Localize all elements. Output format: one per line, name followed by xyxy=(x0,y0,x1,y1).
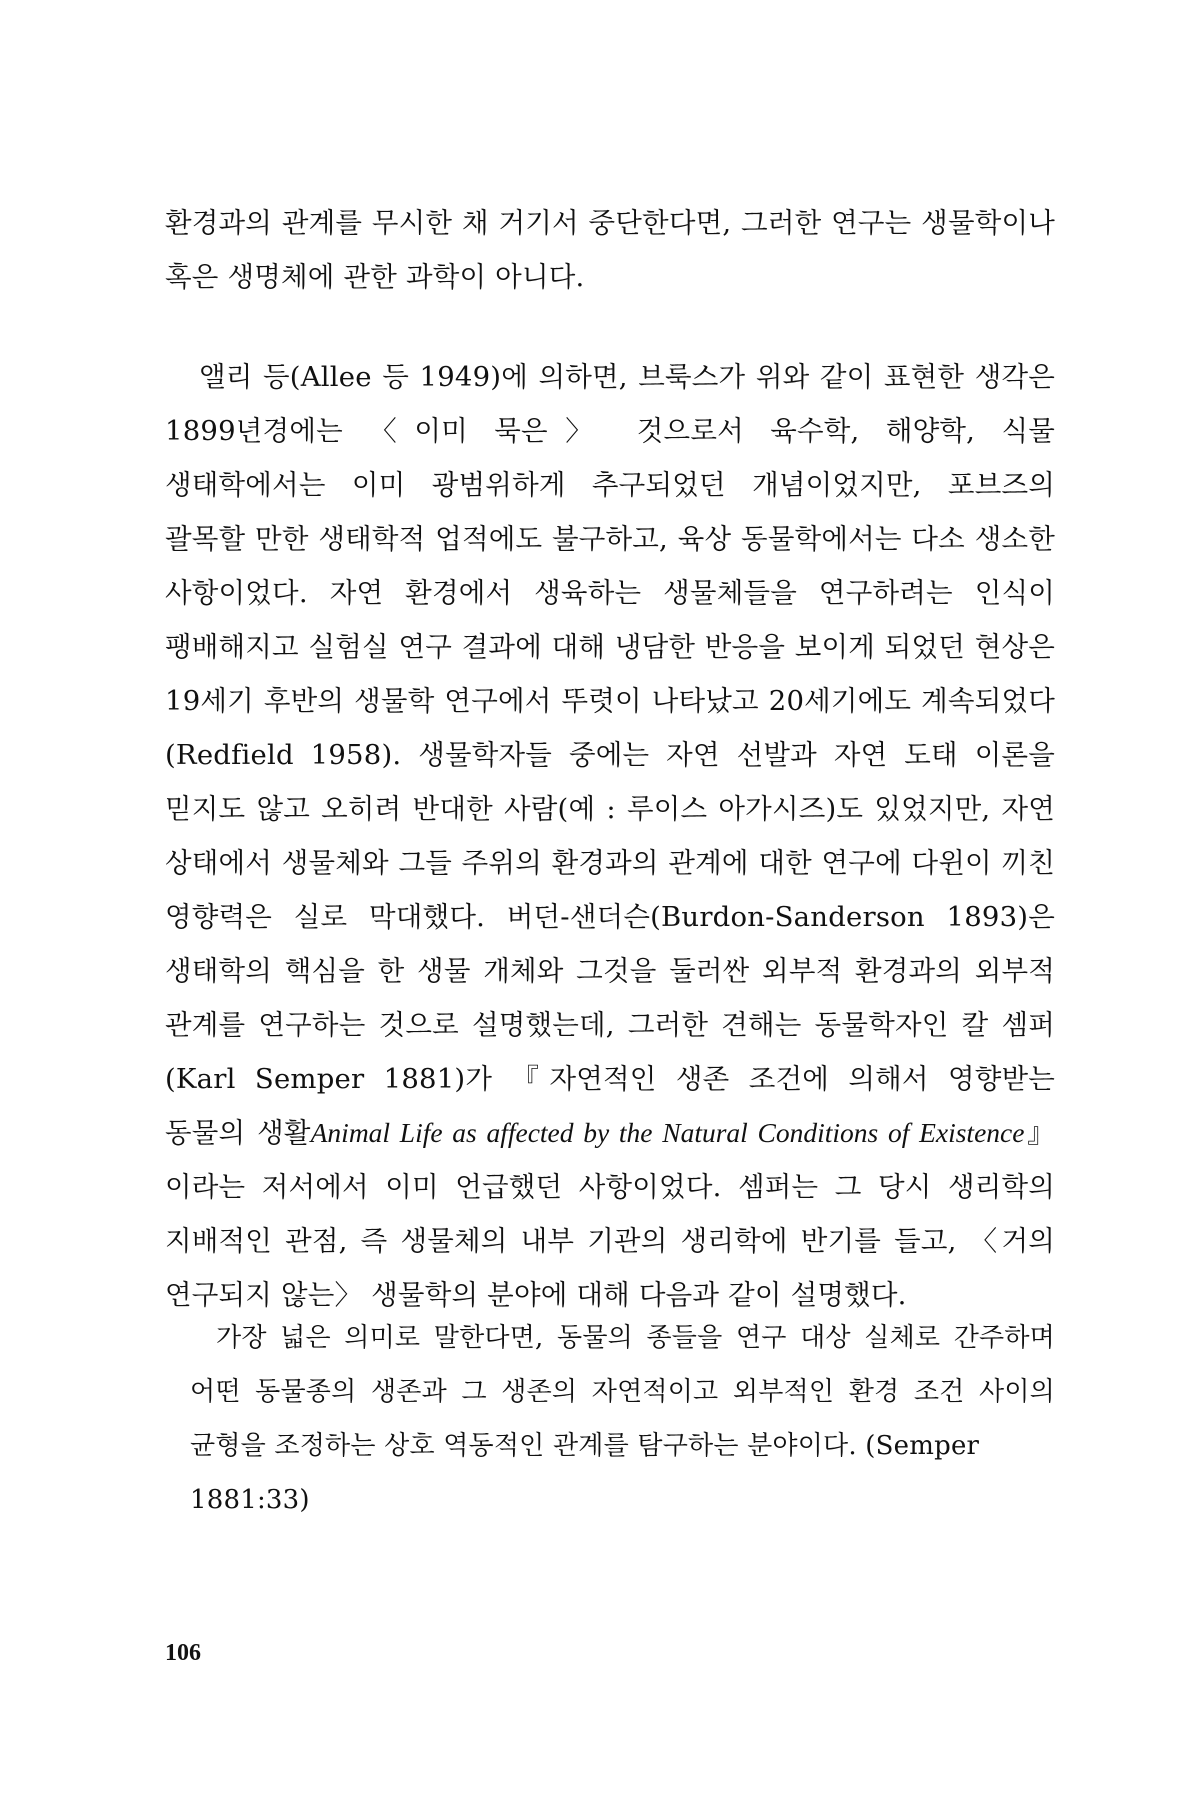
paragraph-intro: 환경과의 관계를 무시한 채 거기서 중단한다면, 그러한 연구는 생물학이나 혹은 생명체에 관한 과학이 아니다. xyxy=(165,207,1055,293)
block-quote-citation: 1881:33) xyxy=(190,1485,310,1515)
book-title-english: Animal Life as affected by the Natural Conditions of Existence xyxy=(310,1117,1025,1148)
paragraph-main-part1: 앨리 등(Allee 등 1949)에 의하면, 브룩스가 위와 같이 표현한 생각은 1899년경에는 〈이미 묵은〉 것으로서 육수학, 해양학, 식물 생태학에서는 이미 광범위하게 추구되었던 개념이었지만, 포브즈의 괄목할 만한 생태학적 업적에도 불구하고, 육상 동물학에서는 다소 생소한 사항이었다. 자연 환경에서 생육하는 생물체들을 연구하려는 인식이 팽배해지고 실험실 연구 결과에 대해 냉담한 반응을 보이게 되었던 현상은 19세기 후반의 생물학 연구에서 뚜렷이 나타났고 20세기에도 계속되었다(Redfield 1958). 생물학자들 중에는 자연 선발과 자연 도태 이론을 믿지도 않고 오히려 반대한 사람(예 : 루이스 아가시즈)도 있었지만, 자연 상태에서 생물체와 그들 주위의 환경과의 관계에 대한 연구에 다윈이 끼친 영향력은 실로 막대했다. 버던-샌더슨(Burdon-Sanderson 1893)은 생태학의 핵심을 한 생물 개체와 그것을 둘러싼 외부적 환경과의 외부적 관계를 연구하는 것으로 설명했는데, 그러한 견해는 동물학자인 칼 셈퍼(Karl Semper 1881)가 『자연적인 생존 조건에 의해서 영향받는 동물의 생활 xyxy=(165,361,1055,1149)
block-quote-text: 가장 넓은 의미로 말한다면, 동물의 종들을 연구 대상 실체로 간주하며 어떤 동물종의 생존과 그 생존의 자연적이고 외부적인 환경 조건 사이의 균형을 조정하는 상호 역동적인 관계를 탐구하는 분야이다. (Semper xyxy=(190,1323,1055,1461)
page-number: 106 xyxy=(165,1640,201,1666)
paragraph-main-part2: 』이라는 저서에서 이미 언급했던 사항이었다. 셈퍼는 그 당시 생리학의 지배적인 관점, 즉 생물체의 내부 기관의 생리학에 반기를 들고, 〈거의 연구되지 않는〉 생물학의 분야에 대해 다음과 같이 설명했다. xyxy=(165,1117,1056,1311)
paragraph-main xyxy=(165,350,1055,1322)
block-quote xyxy=(190,1311,1055,1527)
